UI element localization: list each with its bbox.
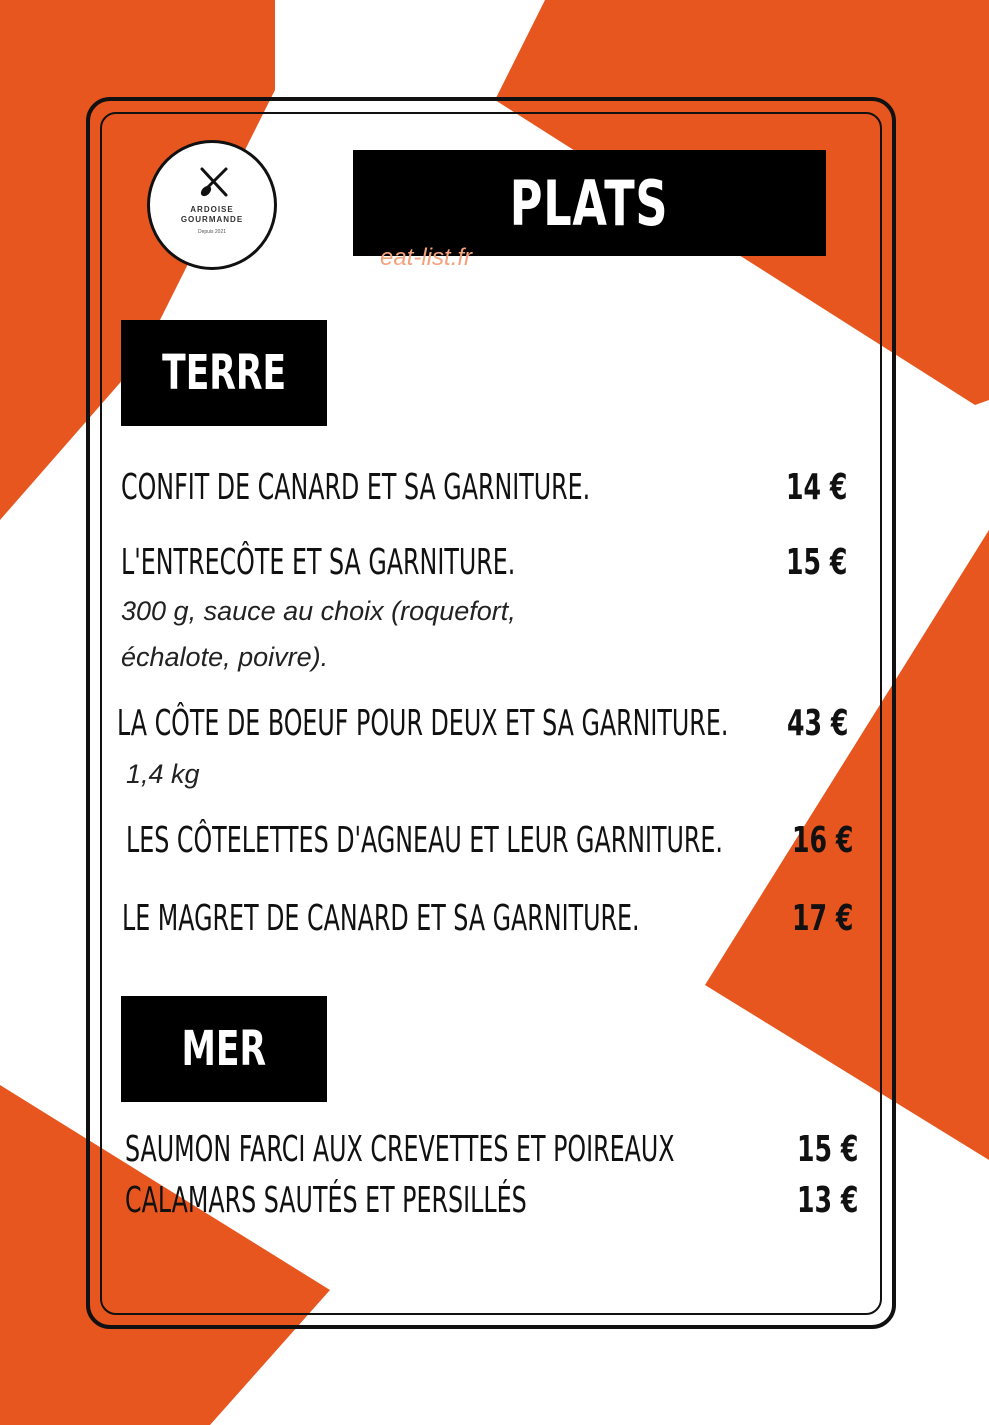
menu-item-name: L'ENTRECÔTE ET SA GARNITURE.	[121, 542, 516, 583]
menu-item-description: 1,4 kg	[126, 759, 200, 789]
section-label-terre	[121, 320, 327, 426]
menu-item-price: 14 €	[786, 467, 848, 508]
restaurant-logo	[147, 140, 277, 270]
logo-name: ARDOISE GOURMANDE	[180, 205, 244, 224]
page-title-bar	[353, 150, 826, 256]
fork-spoon-icon	[198, 165, 232, 199]
menu-item-name: SAUMON FARCI AUX CREVETTES ET POIREAUX	[125, 1129, 675, 1170]
menu-item-name: LA CÔTE DE BOEUF POUR DEUX ET SA GARNITURE.	[117, 703, 729, 744]
menu-item-name: LE MAGRET DE CANARD ET SA GARNITURE.	[122, 898, 640, 939]
menu-item-name: CALAMARS SAUTÉS ET PERSILLÉS	[125, 1180, 527, 1221]
section-label-mer	[121, 996, 327, 1102]
menu-item-price: 17 €	[792, 898, 854, 939]
menu-item-price: 15 €	[797, 1129, 859, 1170]
section-label-text: TERRE	[161, 345, 287, 401]
menu-item-description: 300 g, sauce au choix (roquefort, échalote, poivre).	[121, 596, 516, 672]
page-title: PLATS	[510, 166, 669, 240]
menu-item-name: CONFIT DE CANARD ET SA GARNITURE.	[121, 467, 591, 508]
watermark-text: eat-list.fr	[380, 244, 473, 271]
menu-item-price: 16 €	[792, 820, 854, 861]
menu-item-name: LES CÔTELETTES D'AGNEAU ET LEUR GARNITURE.	[126, 820, 723, 861]
menu-item-price: 13 €	[797, 1180, 859, 1221]
menu-item-price: 15 €	[786, 542, 848, 583]
menu-item-price: 43 €	[787, 703, 849, 744]
logo-since: Depuis 2021	[197, 229, 227, 235]
section-label-text: MER	[181, 1021, 267, 1077]
